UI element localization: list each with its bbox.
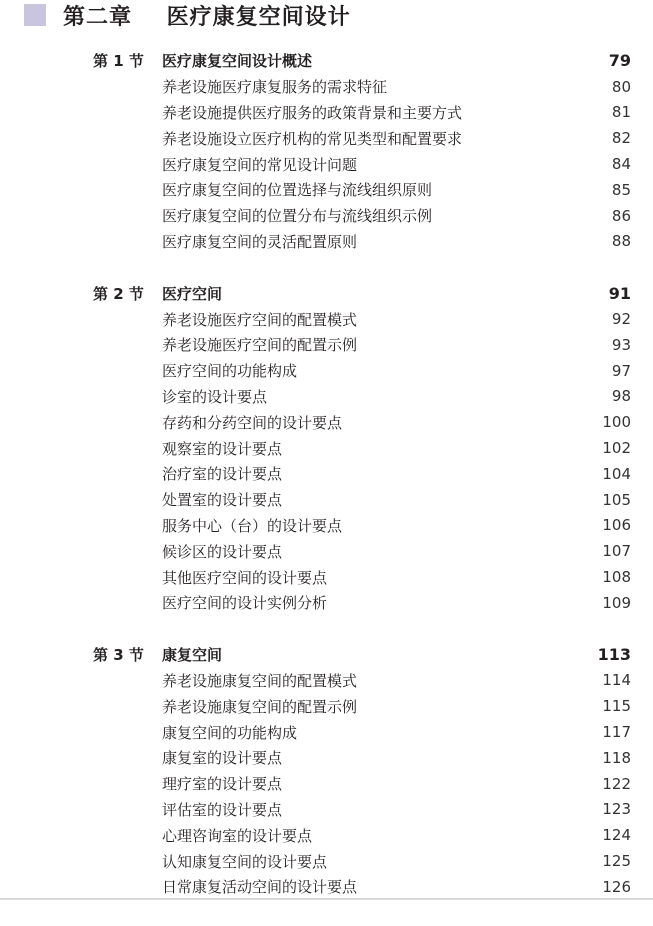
toc-entry[interactable] xyxy=(0,797,653,823)
entry-page-number: 105 xyxy=(602,490,631,509)
section-number: 第 2 节 xyxy=(93,284,144,303)
entry-page-number: 123 xyxy=(602,800,631,819)
chapter-marker-square xyxy=(24,4,46,26)
entry-title: 养老设施康复空间的配置示例 xyxy=(162,697,358,716)
section-page-number: 113 xyxy=(597,645,631,665)
entry-page-number: 81 xyxy=(611,103,631,122)
entry-title: 候诊区的设计要点 xyxy=(162,542,283,561)
toc-entry[interactable] xyxy=(0,822,653,848)
toc-entry[interactable] xyxy=(0,151,653,177)
entry-title: 康复空间的功能构成 xyxy=(162,723,298,742)
toc-entry[interactable] xyxy=(0,435,653,461)
toc-entry[interactable] xyxy=(0,848,653,874)
toc-entry[interactable] xyxy=(0,74,653,100)
chapter-title: 第二章 医疗康复空间设计 xyxy=(63,4,351,30)
entry-title: 心理咨询室的设计要点 xyxy=(162,826,313,845)
toc-entry[interactable] xyxy=(0,229,653,255)
entry-page-number: 126 xyxy=(602,877,631,896)
entry-title: 日常康复活动空间的设计要点 xyxy=(162,878,358,897)
entry-page-number: 115 xyxy=(602,697,631,716)
toc-entry[interactable] xyxy=(0,745,653,771)
entry-page-number: 80 xyxy=(611,77,631,96)
toc-entry[interactable] xyxy=(0,538,653,564)
section-heading-row[interactable] xyxy=(0,642,653,668)
entry-page-number: 117 xyxy=(602,723,631,742)
toc-section-2 xyxy=(0,280,653,615)
entry-page-number: 102 xyxy=(602,439,631,458)
entry-title: 诊室的设计要点 xyxy=(162,387,268,406)
toc-entry[interactable] xyxy=(0,668,653,694)
toc-entry[interactable] xyxy=(0,513,653,539)
toc-entry[interactable] xyxy=(0,177,653,203)
entry-title: 处置室的设计要点 xyxy=(162,491,283,510)
toc-entry[interactable] xyxy=(0,564,653,590)
entry-page-number: 125 xyxy=(602,852,631,870)
toc-entry[interactable] xyxy=(0,719,653,745)
section-title: 医疗空间 xyxy=(162,284,223,303)
entry-page-number: 84 xyxy=(611,155,631,174)
entry-title: 治疗室的设计要点 xyxy=(162,465,283,484)
entry-page-number: 109 xyxy=(602,593,631,612)
entry-page-number: 93 xyxy=(611,335,631,354)
entry-page-number: 86 xyxy=(611,206,631,225)
entry-page-number: 124 xyxy=(602,826,631,845)
section-heading-row[interactable] xyxy=(0,48,653,74)
section-number: 第 3 节 xyxy=(93,646,144,665)
entry-page-number: 100 xyxy=(602,413,631,432)
toc-entry[interactable] xyxy=(0,771,653,797)
toc-entry[interactable] xyxy=(0,693,653,719)
entry-title: 医疗康复空间的常见设计问题 xyxy=(162,155,358,174)
entry-page-number: 114 xyxy=(602,671,631,690)
entry-title: 医疗空间的设计实例分析 xyxy=(162,594,328,613)
toc-entry[interactable] xyxy=(0,358,653,384)
entry-title: 医疗康复空间的灵活配置原则 xyxy=(162,232,358,251)
entry-title: 养老设施医疗空间的配置示例 xyxy=(162,336,358,355)
entry-title: 养老设施康复空间的配置模式 xyxy=(162,671,358,690)
chapter-header xyxy=(24,0,351,30)
entry-page-number: 106 xyxy=(602,516,631,535)
entry-page-number: 88 xyxy=(611,232,631,251)
entry-page-number: 98 xyxy=(611,387,631,406)
entry-page-number: 104 xyxy=(602,464,631,483)
toc-section-3 xyxy=(0,642,653,900)
toc-entry[interactable] xyxy=(0,384,653,410)
entry-page-number: 122 xyxy=(602,774,631,793)
entry-title: 存药和分药空间的设计要点 xyxy=(162,413,343,432)
entry-page-number: 97 xyxy=(611,361,631,380)
toc-entry[interactable] xyxy=(0,409,653,435)
section-title: 医疗康复空间设计概述 xyxy=(162,52,313,71)
toc-entry[interactable] xyxy=(0,874,653,900)
section-page-number: 91 xyxy=(608,283,631,303)
toc-entry[interactable] xyxy=(0,461,653,487)
entry-title: 其他医疗空间的设计要点 xyxy=(162,568,328,587)
entry-page-number: 107 xyxy=(602,542,631,561)
section-page-number: 79 xyxy=(608,51,631,71)
entry-title: 养老设施提供医疗服务的政策背景和主要方式 xyxy=(162,103,463,122)
entry-page-number: 108 xyxy=(602,568,631,587)
entry-title: 评估室的设计要点 xyxy=(162,800,283,819)
entry-page-number: 85 xyxy=(611,180,631,199)
entry-title: 养老设施医疗康复服务的需求特征 xyxy=(162,78,388,97)
entry-title: 认知康复空间的设计要点 xyxy=(162,852,328,871)
toc-section-1 xyxy=(0,48,653,254)
toc-entry[interactable] xyxy=(0,590,653,616)
entry-title: 服务中心（台）的设计要点 xyxy=(162,516,343,535)
table-of-contents xyxy=(0,48,653,926)
toc-entry[interactable] xyxy=(0,203,653,229)
entry-page-number: 118 xyxy=(602,748,631,767)
entry-title: 康复室的设计要点 xyxy=(162,749,283,768)
toc-entry[interactable] xyxy=(0,487,653,513)
entry-title: 医疗空间的功能构成 xyxy=(162,362,298,381)
section-title: 康复空间 xyxy=(162,646,223,665)
toc-entry[interactable] xyxy=(0,306,653,332)
toc-entry[interactable] xyxy=(0,332,653,358)
entry-title: 观察室的设计要点 xyxy=(162,439,283,458)
entry-title: 养老设施医疗空间的配置模式 xyxy=(162,310,358,329)
toc-entry[interactable] xyxy=(0,100,653,126)
section-number: 第 1 节 xyxy=(93,52,144,71)
entry-page-number: 82 xyxy=(611,129,631,148)
entry-page-number: 92 xyxy=(611,310,631,329)
entry-title: 医疗康复空间的位置选择与流线组织原则 xyxy=(162,181,433,200)
toc-entry[interactable] xyxy=(0,125,653,151)
entry-title: 医疗康复空间的位置分布与流线组织示例 xyxy=(162,207,433,226)
entry-title: 理疗室的设计要点 xyxy=(162,775,283,794)
entry-title: 养老设施设立医疗机构的常见类型和配置要求 xyxy=(162,129,463,148)
section-heading-row[interactable] xyxy=(0,280,653,306)
